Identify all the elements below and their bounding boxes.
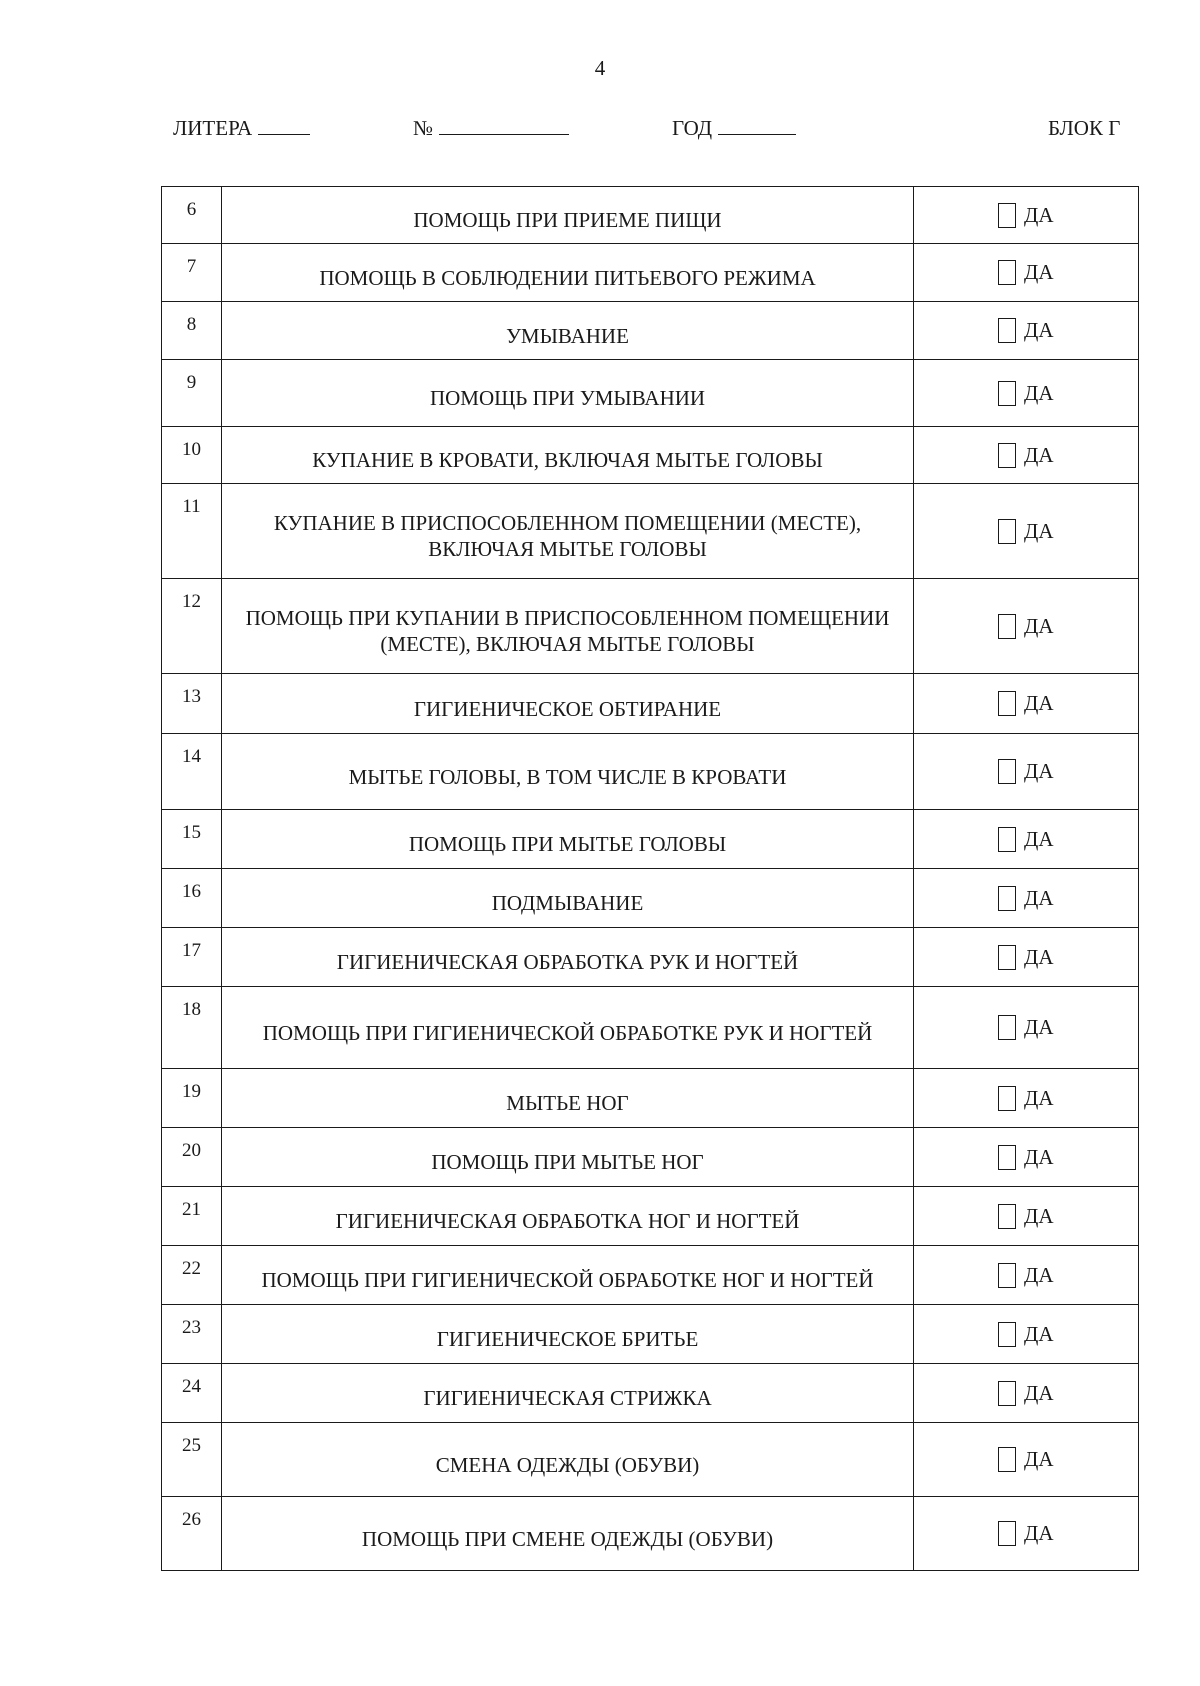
- table-row: [162, 1187, 1139, 1246]
- row-text: [222, 302, 914, 360]
- row-text: [222, 987, 914, 1069]
- row-number: 24: [162, 1364, 222, 1423]
- row-checkbox[interactable]: [914, 427, 1139, 484]
- row-number: 10: [162, 427, 222, 484]
- row-number: 15: [162, 810, 222, 869]
- row-text: [222, 1128, 914, 1187]
- block-label: БЛОК Г: [1048, 116, 1121, 140]
- checkbox-label: ДА: [1024, 380, 1054, 405]
- checkbox-label: ДА: [1024, 442, 1054, 467]
- row-text: [222, 1246, 914, 1305]
- row-checkbox[interactable]: [914, 579, 1139, 674]
- litera-label: ЛИТЕРА: [173, 116, 253, 140]
- litera-field[interactable]: [173, 116, 310, 141]
- checkbox-icon[interactable]: [998, 1204, 1016, 1229]
- row-text-label: ПОМОЩЬ В СОБЛЮДЕНИИ ПИТЬЕВОГО РЕЖИМА: [319, 265, 816, 290]
- checkbox-icon[interactable]: [998, 1086, 1016, 1111]
- checkbox-label: ДА: [1024, 1380, 1054, 1405]
- table-row: [162, 484, 1139, 579]
- table-row: [162, 579, 1139, 674]
- table-row: [162, 1305, 1139, 1364]
- checkbox-icon[interactable]: [998, 759, 1016, 784]
- row-checkbox[interactable]: [914, 1128, 1139, 1187]
- row-text-label: ГИГИЕНИЧЕСКОЕ БРИТЬЕ: [436, 1327, 699, 1351]
- row-checkbox[interactable]: [914, 1423, 1139, 1497]
- row-text: [222, 244, 914, 302]
- row-text: [222, 579, 914, 674]
- row-text-label: ПОМОЩЬ ПРИ СМЕНЕ ОДЕЖДЫ (ОБУВИ): [361, 1526, 774, 1551]
- row-text-label: СМЕНА ОДЕЖДЫ (ОБУВИ): [435, 1452, 700, 1477]
- checkbox-icon[interactable]: [998, 1263, 1016, 1288]
- checkbox-label: ДА: [1024, 759, 1054, 783]
- table-row: [162, 360, 1139, 427]
- checkbox-label: ДА: [1024, 260, 1054, 284]
- row-number: 22: [162, 1246, 222, 1305]
- table-row: [162, 810, 1139, 869]
- number-field[interactable]: [413, 116, 569, 141]
- checkbox-label: ДА: [1024, 944, 1054, 969]
- page-number: 4: [594, 56, 606, 80]
- table-row: [162, 674, 1139, 734]
- checkbox-icon[interactable]: [998, 614, 1016, 639]
- row-number: 23: [162, 1305, 222, 1364]
- row-checkbox[interactable]: [914, 1364, 1139, 1423]
- row-number: 20: [162, 1128, 222, 1187]
- number-blank[interactable]: [439, 116, 569, 135]
- row-text: [222, 734, 914, 810]
- checkbox-icon[interactable]: [998, 318, 1016, 343]
- row-number: 13: [162, 674, 222, 734]
- row-checkbox[interactable]: [914, 810, 1139, 869]
- checkbox-icon[interactable]: [998, 1322, 1016, 1347]
- checkbox-icon[interactable]: [998, 1015, 1016, 1040]
- table-row: [162, 1128, 1139, 1187]
- checkbox-icon[interactable]: [998, 886, 1016, 911]
- row-number: 21: [162, 1187, 222, 1246]
- row-text-label: КУПАНИЕ В КРОВАТИ, ВКЛЮЧАЯ МЫТЬЕ ГОЛОВЫ: [312, 448, 823, 472]
- year-field[interactable]: [672, 116, 796, 141]
- year-label: ГОД: [672, 116, 713, 140]
- row-checkbox[interactable]: [914, 1305, 1139, 1364]
- litera-blank[interactable]: [258, 116, 310, 135]
- row-text: [222, 1305, 914, 1364]
- row-text: [222, 484, 914, 579]
- row-number: 14: [162, 734, 222, 810]
- row-checkbox[interactable]: [914, 987, 1139, 1069]
- row-text: [222, 674, 914, 734]
- checkbox-label: ДА: [1024, 202, 1054, 227]
- table-row: [162, 928, 1139, 987]
- row-text-label: ПОМОЩЬ ПРИ ГИГИЕНИЧЕСКОЙ ОБРАБОТКЕ РУК И НОГТЕЙ: [262, 1020, 873, 1045]
- checkbox-icon[interactable]: [998, 1447, 1016, 1472]
- row-text: [222, 1069, 914, 1128]
- row-text-label: ПОМОЩЬ ПРИ ГИГИЕНИЧЕСКОЙ ОБРАБОТКЕ НОГ И НОГТЕЙ: [261, 1268, 874, 1292]
- row-checkbox[interactable]: [914, 244, 1139, 302]
- table-row: [162, 734, 1139, 810]
- row-checkbox[interactable]: [914, 302, 1139, 360]
- row-text: [222, 810, 914, 869]
- row-text: [222, 360, 914, 427]
- checkbox-label: ДА: [1024, 1015, 1054, 1039]
- checkbox-label: ДА: [1024, 518, 1054, 543]
- row-checkbox[interactable]: [914, 928, 1139, 987]
- checkbox-icon[interactable]: [998, 691, 1016, 716]
- row-number: 16: [162, 869, 222, 928]
- row-text: [222, 1497, 914, 1571]
- row-text-label: КУПАНИЕ В ПРИСПОСОБЛЕННОМ ПОМЕЩЕНИИ (МЕСТЕ), ВКЛЮЧАЯ МЫТЬЕ ГОЛОВЫ: [273, 511, 862, 561]
- row-checkbox[interactable]: [914, 360, 1139, 427]
- checkbox-icon[interactable]: [998, 945, 1016, 970]
- table-row: [162, 1423, 1139, 1497]
- row-text-label: ПОМОЩЬ ПРИ КУПАНИИ В ПРИСПОСОБЛЕННОМ ПОМЕЩЕНИИ (МЕСТЕ), ВКЛЮЧАЯ МЫТЬЕ ГОЛОВЫ: [245, 606, 890, 656]
- row-number: 9: [162, 360, 222, 427]
- checkbox-label: ДА: [1024, 318, 1054, 342]
- row-text-label: МЫТЬЕ ГОЛОВЫ, В ТОМ ЧИСЛЕ В КРОВАТИ: [348, 764, 787, 789]
- row-text-label: ГИГИЕНИЧЕСКАЯ СТРИЖКА: [423, 1386, 712, 1410]
- table-row: [162, 1497, 1139, 1571]
- checkbox-icon[interactable]: [998, 381, 1016, 406]
- row-checkbox[interactable]: [914, 869, 1139, 928]
- row-number: 8: [162, 302, 222, 360]
- row-text: [222, 869, 914, 928]
- checkbox-icon[interactable]: [998, 1381, 1016, 1406]
- row-text-label: ПОМОЩЬ ПРИ ПРИЕМЕ ПИЩИ: [413, 208, 722, 232]
- row-number: 25: [162, 1423, 222, 1497]
- table-row: [162, 869, 1139, 928]
- checkbox-icon[interactable]: [998, 203, 1016, 228]
- row-checkbox[interactable]: [914, 1246, 1139, 1305]
- checkbox-label: ДА: [1024, 691, 1054, 715]
- table-row: [162, 244, 1139, 302]
- row-number: 19: [162, 1069, 222, 1128]
- checkbox-icon[interactable]: [998, 443, 1016, 468]
- checkbox-icon[interactable]: [998, 260, 1016, 285]
- row-number: 11: [162, 484, 222, 579]
- row-text-label: ПОДМЫВАНИЕ: [491, 891, 644, 915]
- checkbox-label: ДА: [1024, 1144, 1054, 1169]
- number-label: №: [413, 116, 434, 140]
- table-row: [162, 1069, 1139, 1128]
- table-row: [162, 427, 1139, 484]
- row-text: [222, 1364, 914, 1423]
- row-text-label: УМЫВАНИЕ: [506, 323, 629, 348]
- checkbox-label: ДА: [1024, 826, 1054, 851]
- row-text: [222, 928, 914, 987]
- row-number: 18: [162, 987, 222, 1069]
- checkbox-label: ДА: [1024, 1085, 1054, 1110]
- checkbox-label: ДА: [1024, 1262, 1054, 1287]
- row-text-label: ПОМОЩЬ ПРИ МЫТЬЕ НОГ: [431, 1150, 704, 1174]
- row-text: [222, 187, 914, 244]
- table-row: [162, 187, 1139, 244]
- table-row: [162, 302, 1139, 360]
- table-row: [162, 1364, 1139, 1423]
- row-checkbox[interactable]: [914, 484, 1139, 579]
- services-table: [161, 186, 1139, 1571]
- row-text: [222, 427, 914, 484]
- checkbox-label: ДА: [1024, 885, 1054, 910]
- row-checkbox[interactable]: [914, 1497, 1139, 1571]
- row-text: [222, 1187, 914, 1246]
- checkbox-label: ДА: [1024, 1203, 1054, 1228]
- row-number: 17: [162, 928, 222, 987]
- row-checkbox[interactable]: [914, 674, 1139, 734]
- row-text-label: ГИГИЕНИЧЕСКОЕ ОБТИРАНИЕ: [413, 696, 722, 721]
- checkbox-icon[interactable]: [998, 827, 1016, 852]
- table-row: [162, 987, 1139, 1069]
- row-checkbox[interactable]: [914, 734, 1139, 810]
- row-text-label: ГИГИЕНИЧЕСКАЯ ОБРАБОТКА НОГ И НОГТЕЙ: [335, 1209, 800, 1233]
- row-number: 12: [162, 579, 222, 674]
- row-checkbox[interactable]: [914, 1069, 1139, 1128]
- row-number: 7: [162, 244, 222, 302]
- row-text-label: ПОМОЩЬ ПРИ УМЫВАНИИ: [429, 386, 706, 410]
- row-text-label: ПОМОЩЬ ПРИ МЫТЬЕ ГОЛОВЫ: [408, 832, 727, 856]
- row-text-label: ГИГИЕНИЧЕСКАЯ ОБРАБОТКА РУК И НОГТЕЙ: [336, 950, 799, 974]
- checkbox-icon[interactable]: [998, 1521, 1016, 1546]
- year-blank[interactable]: [718, 116, 796, 135]
- row-number: 6: [162, 187, 222, 244]
- table-row: [162, 1246, 1139, 1305]
- checkbox-icon[interactable]: [998, 1145, 1016, 1170]
- checkbox-label: ДА: [1024, 1321, 1054, 1346]
- checkbox-label: ДА: [1024, 613, 1054, 638]
- row-text: [222, 1423, 914, 1497]
- checkbox-label: ДА: [1024, 1447, 1054, 1471]
- row-checkbox[interactable]: [914, 187, 1139, 244]
- checkbox-label: ДА: [1024, 1521, 1054, 1545]
- row-checkbox[interactable]: [914, 1187, 1139, 1246]
- row-text-label: МЫТЬЕ НОГ: [506, 1091, 629, 1115]
- row-number: 26: [162, 1497, 222, 1571]
- checkbox-icon[interactable]: [998, 519, 1016, 544]
